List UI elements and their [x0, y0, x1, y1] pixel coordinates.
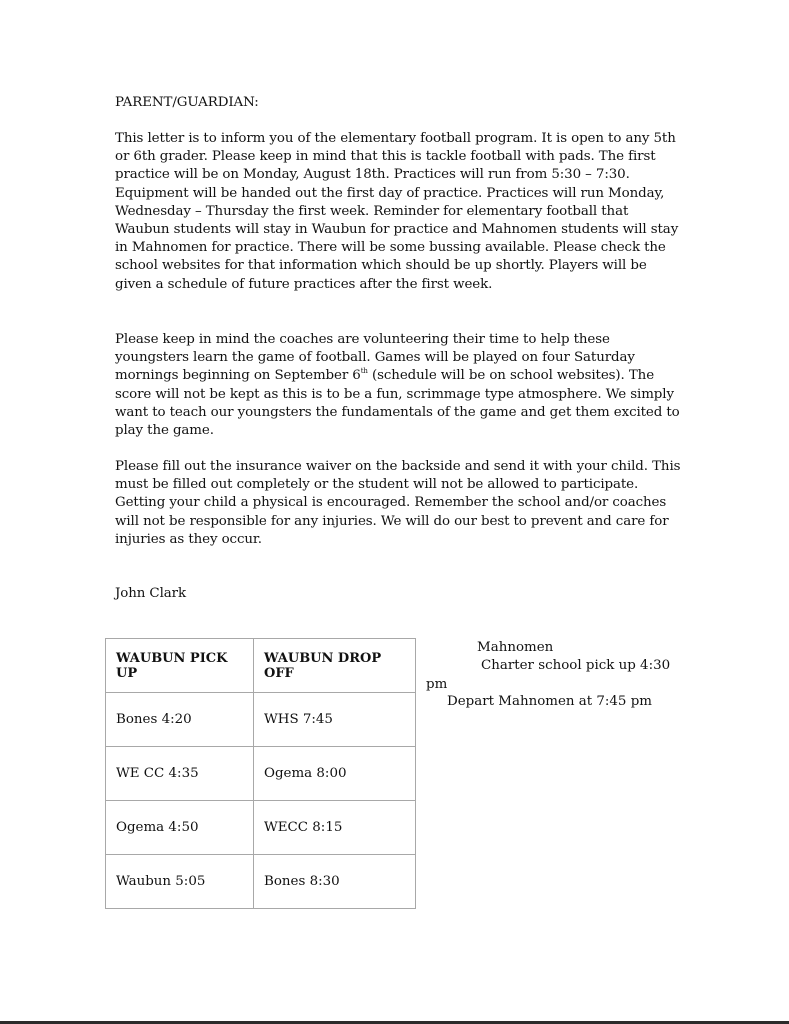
waubun-bus-schedule-table	[105, 638, 416, 909]
table-header-row	[106, 639, 416, 693]
paragraph-coaches-part-1: Please keep in mind the coaches are volunteering their time to help these youngsters learn the game of football. Games will be played on four Saturday mornings beginning on September 6	[115, 332, 635, 384]
drop-off-cell: WHS 7:45	[254, 693, 416, 747]
table-row	[106, 855, 416, 909]
paragraph-insurance-waiver: Please fill out the insurance waiver on the backside and send it with your child. This must be filled out completely or the student will not be allowed to participate. Getting your child a physical is encouraged. Remember the school and/or coaches will not be responsible for any injuries. We will do our best to prevent and care for injuries as they occur.	[115, 459, 681, 547]
paragraph-program-info: This letter is to inform you of the elementary football program. It is open to any 5th or 6th grader. Please keep in mind that this is tackle football with pads. The first practice will be on Monday, August 18th. Practices will run from 5:30 – 7:30. Equipment will be handed out the first day of practice. Practices will run Monday, Wednesday – Thursday the first week. Reminder for elementary football that Waubun students will stay in Waubun for practice and Mahnomen students will stay in Mahnomen for practice. There will be some bussing available. Please check the school websites for that information which should be up shortly. Players will be given a schedule of future practices after the first week.	[115, 131, 679, 292]
mahnomen-depart: Depart Mahnomen at 7:45 pm	[447, 694, 652, 709]
pick-up-cell: Waubun 5:05	[106, 855, 254, 909]
header-drop-off: WAUBUN DROP OFF	[254, 639, 416, 693]
mahnomen-pickup: Charter school pick up 4:30	[481, 658, 671, 673]
drop-off-cell: Ogema 8:00	[254, 747, 416, 801]
paragraph-coaches-part-2: (schedule will be on school websites). The score will not be kept as this is to be a fun, scrimmage type atmosphere. We simply want to teach our youngsters the fundamentals of the game and get them excited to play the game.	[115, 368, 680, 439]
salutation: PARENT/GUARDIAN:	[115, 95, 259, 110]
table-row	[106, 747, 416, 801]
pick-up-cell: Bones 4:20	[106, 693, 254, 747]
pick-up-cell: Ogema 4:50	[106, 801, 254, 855]
pick-up-cell: WE CC 4:35	[106, 747, 254, 801]
paragraph-coaches	[115, 331, 685, 440]
table-row	[106, 801, 416, 855]
table-row	[106, 693, 416, 747]
signature-name: John Clark	[115, 586, 186, 601]
drop-off-cell: WECC 8:15	[254, 801, 416, 855]
header-pick-up: WAUBUN PICK UP	[106, 639, 254, 693]
ordinal-suffix: th	[360, 367, 368, 376]
mahnomen-heading: Mahnomen	[477, 640, 554, 655]
mahnomen-pickup-suffix: pm	[426, 677, 448, 692]
drop-off-cell: Bones 8:30	[254, 855, 416, 909]
